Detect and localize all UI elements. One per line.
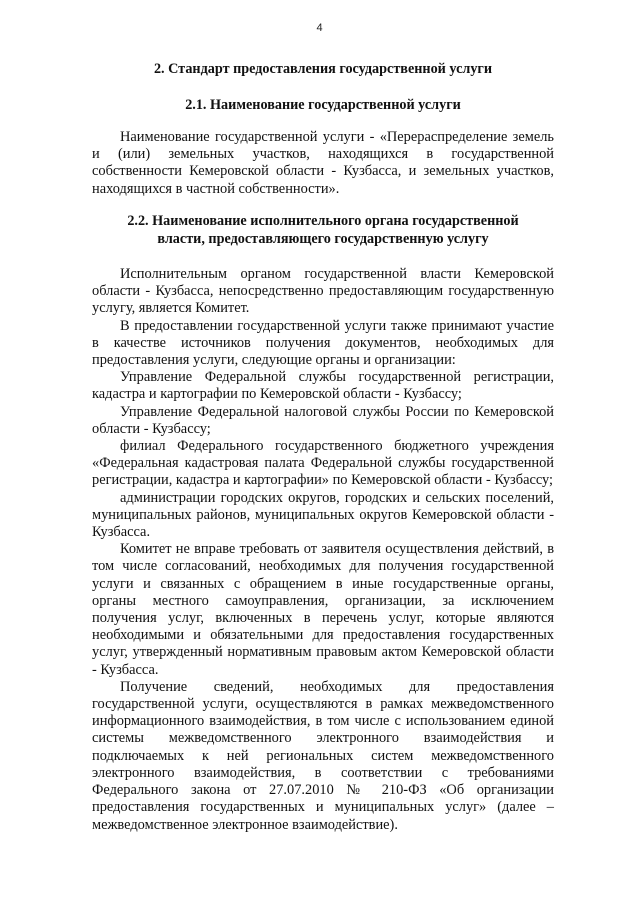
subsection-2-title-line-1: 2.2. Наименование исполнительного органа государственной [127, 213, 519, 229]
paragraph: Управление Федеральной службы государственной регистрации, кадастра и картографии по Кемеровской области - Кузбассу; [92, 369, 554, 403]
subsection-2-title-line-2: власти, предоставляющего государственную услугу [157, 230, 489, 247]
subsection-1-paragraph: Наименование государственной услуги - «Перераспределение земель и (или) земельных участков, находящихся в государственной собственности Кемеровской области - Кузбасса, и земельных участков, находящихся в частной собственности». [92, 129, 554, 197]
paragraph: В предоставлении государственной услуги также принимают участие в качестве источников получения документов, необходимых для предоставления услуги, следующие органы и организации: [92, 317, 554, 369]
page-number: 4 [316, 22, 323, 34]
paragraph: Управление Федеральной налоговой службы России по Кемеровской области - Кузбассу; [92, 403, 554, 437]
subsection-2-title [92, 213, 554, 248]
paragraph: Комитет не вправе требовать от заявителя осуществления действий, в том числе согласований, необходимых для получения государственной услуги и связанных с обращением в иные государственные органы, органы местного самоуправления, организации, за исключением получения услуг, включенных в перечень услуг, которые являются необходимыми и обязательными для предоставления государственных услуг, утвержденный нормативным правовым актом Кемеровской области - Кузбасса. [92, 541, 554, 678]
paragraph: Получение сведений, необходимых для предоставления государственной услуги, осуществляются в рамках межведомственного информационного взаимодействия, в том числе с использованием единой системы межведомственного электронного взаимодействия и подключаемых к ней региональных систем межведомственного электронного взаимодействия, в соответствии с требованиями Федерального закона от 27.07.2010 № 210-ФЗ «Об организации предоставления государственных и муниципальных услуг» (далее – межведомственное электронное взаимодействие). [92, 678, 554, 833]
paragraph: Исполнительным органом государственной власти Кемеровской области - Кузбасса, непосредственно предоставляющим государственную услугу, является Комитет. [92, 266, 554, 317]
section-title: 2. Стандарт предоставления государственной услуги [153, 61, 493, 77]
paragraph: филиал Федерального государственного бюджетного учреждения «Федеральная кадастровая палата Федеральной службы государственной регистрации, кадастра и картографии» по Кемеровской области - Кузбассу; [92, 438, 554, 489]
subsection-2-body [92, 266, 554, 834]
subsection-1-title: 2.1. Наименование государственной услуги [185, 97, 461, 113]
paragraph: администрации городских округов, городских и сельских поселений, муниципальных районов, муниципальных округов Кемеровской области - Кузбасса. [92, 489, 554, 541]
subsection-1-body [92, 129, 554, 198]
